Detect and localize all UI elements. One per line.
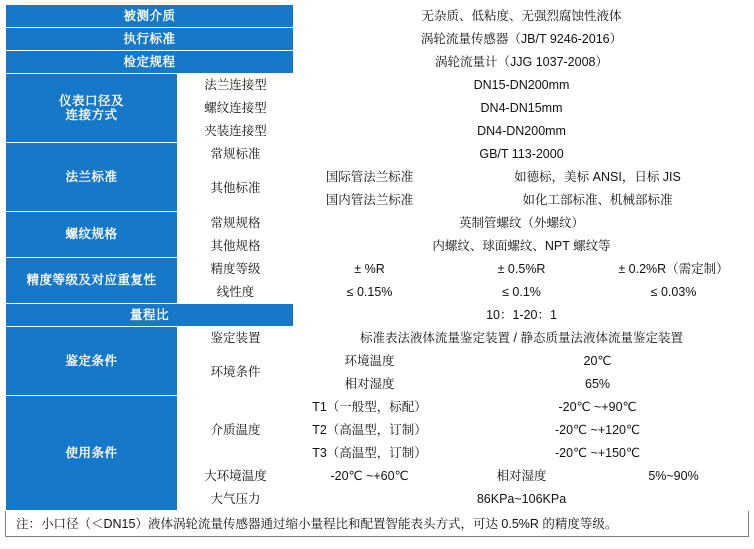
row-label: 执行标准 (6, 28, 294, 51)
table-row (6, 51, 750, 74)
row-value: ± 0.2%R（需定制） (598, 258, 750, 281)
row-value: -20℃ ~+90℃ (446, 396, 750, 419)
row-label-operating-conditions: 使用条件 (6, 396, 178, 511)
row-value: ≤ 0.03% (598, 281, 750, 304)
table-row (6, 258, 750, 281)
row-value: ≤ 0.1% (446, 281, 598, 304)
row-sublabel: 其他规格 (178, 235, 294, 258)
row-value: 环境温度 (294, 350, 446, 373)
row-sublabel: 环境条件 (178, 350, 294, 396)
table-row (6, 212, 750, 235)
row-value: 5%~90% (598, 465, 750, 488)
row-value: 内螺纹、球面螺纹、NPT 螺纹等 (294, 235, 750, 258)
table-row (6, 74, 750, 97)
row-label-calibration-conditions: 鉴定条件 (6, 327, 178, 396)
row-value: 无杂质、低粘度、无强烈腐蚀性液体 (294, 5, 750, 28)
row-sublabel: 大气压力 (178, 488, 294, 511)
row-label-line2: 连接方式 (65, 108, 118, 122)
row-value: 国际管法兰标准 (294, 166, 446, 189)
table-row (6, 304, 750, 327)
row-value: 相对湿度 (294, 373, 446, 396)
row-sublabel: 鉴定装置 (178, 327, 294, 350)
row-value: 如化工部标准、机械部标准 (446, 189, 750, 212)
row-value: 英制管螺纹（外螺纹） (294, 212, 750, 235)
row-sublabel: 线性度 (178, 281, 294, 304)
row-value: 如德标，美标 ANSI，日标 JIS (446, 166, 750, 189)
row-label-caliber (6, 74, 178, 143)
row-value: 国内管法兰标准 (294, 189, 446, 212)
row-sublabel: 精度等级 (178, 258, 294, 281)
row-value: 10：1-20：1 (294, 304, 750, 327)
row-label-thread-spec: 螺纹规格 (6, 212, 178, 258)
row-value: 20℃ (446, 350, 750, 373)
row-label-turndown: 量程比 (6, 304, 294, 327)
row-value: ± 0.5%R (446, 258, 598, 281)
row-value: DN4-DN200mm (294, 120, 750, 143)
row-sublabel: 其他标准 (178, 166, 294, 212)
row-sublabel: 介质温度 (178, 396, 294, 465)
row-label: 检定规程 (6, 51, 294, 74)
row-value: 涡轮流量传感器（JB/T 9246-2016） (294, 28, 750, 51)
row-sublabel: 法兰连接型 (178, 74, 294, 97)
row-value: 标准表法液体流量鉴定装置 / 静态质量法液体流量鉴定装置 (294, 327, 750, 350)
footnote: 注：小口径（＜DN15）液体涡轮流量传感器通过缩小量程比和配置智能表头方式，可达 0.5%R 的精度等级。 (5, 511, 749, 537)
row-value: T3（高温型，订制） (294, 442, 446, 465)
row-sublabel: 常规标准 (178, 143, 294, 166)
table-body (6, 5, 750, 511)
row-value: T1（一般型，标配） (294, 396, 446, 419)
row-value: 涡轮流量计（JJG 1037-2008） (294, 51, 750, 74)
row-value: 65% (446, 373, 750, 396)
table-row (6, 5, 750, 28)
row-sublabel: 常规规格 (178, 212, 294, 235)
row-value: -20℃ ~+120℃ (446, 419, 750, 442)
specification-table (5, 4, 750, 511)
row-value: ± %R (294, 258, 446, 281)
row-label: 被测介质 (6, 5, 294, 28)
row-value: 86KPa~106KPa (294, 488, 750, 511)
row-value: 相对湿度 (446, 465, 598, 488)
row-label-flange-standard: 法兰标准 (6, 143, 178, 212)
table-row (6, 28, 750, 51)
row-label-line1: 仪表口径及 (58, 93, 124, 108)
row-value: GB/T 113-2000 (294, 143, 750, 166)
table-row (6, 396, 750, 419)
table-row (6, 327, 750, 350)
row-value: T2（高温型，订制） (294, 419, 446, 442)
table-row (6, 143, 750, 166)
row-value: DN15-DN200mm (294, 74, 750, 97)
row-label-accuracy: 精度等级及对应重复性 (6, 258, 178, 304)
row-value: -20℃ ~+150℃ (446, 442, 750, 465)
row-sublabel: 大环境温度 (178, 465, 294, 488)
row-value: ≤ 0.15% (294, 281, 446, 304)
row-sublabel: 螺纹连接型 (178, 97, 294, 120)
row-sublabel: 夹装连接型 (178, 120, 294, 143)
row-value: -20℃ ~+60℃ (294, 465, 446, 488)
row-value: DN4-DN15mm (294, 97, 750, 120)
